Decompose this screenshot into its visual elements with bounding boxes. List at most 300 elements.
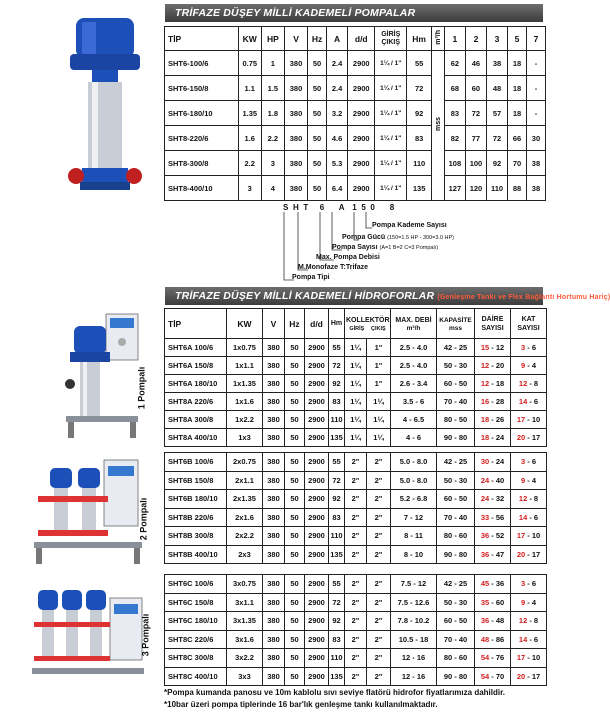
cell-flow-3: 72 (486, 126, 507, 151)
cell-dd: 2900 (305, 575, 329, 594)
cell-giris: 1¼ (345, 393, 367, 411)
cell-flow-1: 62 (444, 51, 465, 76)
h2-col-kollektor: KOLLEKTÖR GİRİŞ ÇIKIŞ (345, 309, 391, 339)
cell-flow-7: - (526, 51, 545, 76)
cell-giris: 2" (345, 490, 367, 509)
cell-a: 2.4 (327, 51, 348, 76)
col-hp: HP (261, 27, 284, 51)
range-start: 9 (520, 597, 526, 607)
cell-kapasite: 42 - 25 (437, 339, 475, 357)
cell-v: 380 (263, 612, 285, 631)
cell-kapasite: 90 - 80 (437, 429, 475, 447)
cell-hz: 50 (285, 453, 305, 472)
cell-dd: 2900 (348, 151, 375, 176)
hydrofor-row (165, 527, 547, 546)
cell-kat: 9 - 4 (511, 471, 547, 490)
pump-spec-row (165, 101, 546, 126)
cell-giris: 1¼ (345, 411, 367, 429)
range-start: 12 (518, 616, 528, 626)
cell-kapasite: 42 - 25 (437, 575, 475, 594)
cell-hm: 83 (407, 126, 432, 151)
cell-maxdebi: 4 - 6 (391, 429, 437, 447)
cell-kat: 9 - 4 (511, 357, 547, 375)
pump-spec-row (165, 126, 546, 151)
cell-maxdebi: 2.5 - 4.0 (391, 339, 437, 357)
cell-hp: 3 (261, 151, 284, 176)
cell-v: 380 (263, 429, 285, 447)
h2-col-hz: Hz (285, 309, 305, 339)
cell-hm: 55 (329, 339, 345, 357)
cell-dd: 2900 (305, 411, 329, 429)
cell-kapasite: 70 - 40 (437, 508, 475, 527)
cell-v: 380 (284, 176, 307, 201)
cell-flow-7: - (526, 101, 545, 126)
cell-kat: 14 - 6 (511, 630, 547, 649)
cell-cikis: 2" (367, 630, 391, 649)
cell-giris: 2" (345, 649, 367, 668)
range-start: 14 (518, 397, 528, 406)
hydrofor-row (165, 490, 547, 509)
cell-maxdebi: 12 - 16 (391, 667, 437, 686)
cell-giris: 2" (345, 630, 367, 649)
cell-flow-7: 38 (526, 176, 545, 201)
cell-kapasite: 70 - 40 (437, 393, 475, 411)
cell-giris: 1¼ (345, 339, 367, 357)
cell-giris: 2" (345, 575, 367, 594)
cell-daire: 24 - 32 (475, 490, 511, 509)
range-start: 3 (520, 343, 526, 352)
range-start: 3 (520, 457, 526, 467)
hydrofor-row (165, 453, 547, 472)
cell-kw: 3x3 (227, 667, 263, 686)
cell-flow-7: - (526, 76, 545, 101)
cell-flow-1: 127 (444, 176, 465, 201)
cell-kat: 12 - 8 (511, 490, 547, 509)
cell-hm: 83 (329, 393, 345, 411)
cell-v: 380 (263, 575, 285, 594)
hydrofor-row (165, 575, 547, 594)
cell-cikis: 1" (367, 339, 391, 357)
cell-dd: 2900 (305, 649, 329, 668)
cell-hm: 72 (407, 76, 432, 101)
cell-hz: 50 (308, 151, 327, 176)
cell-dd: 2900 (305, 667, 329, 686)
range-start: 36 (480, 531, 490, 541)
cell-cikis: 1¼ (367, 429, 391, 447)
cell-kw: 1x2.2 (227, 411, 263, 429)
cell-maxdebi: 3.5 - 6 (391, 393, 437, 411)
cell-tip: SHT6-100/6 (165, 51, 239, 76)
cell-tip: SHT8-400/10 (165, 176, 239, 201)
cell-kapasite: 70 - 40 (437, 630, 475, 649)
range-start: 24 (480, 475, 490, 485)
col-v: V (284, 27, 307, 51)
cell-daire: 48 - 86 (475, 630, 511, 649)
cell-flow-1: 68 (444, 76, 465, 101)
cell-flow-5: 88 (508, 176, 527, 201)
range-start: 33 (480, 512, 490, 522)
cell-hz: 50 (285, 612, 305, 631)
cell-v: 380 (284, 101, 307, 126)
pump-spec-table (164, 26, 546, 201)
cell-kw: 3 (238, 176, 261, 201)
cell-kw: 2x0.75 (227, 453, 263, 472)
footnote-2: *10bar üzeri pompa tiplerinde 16 bar'lık genleşme tankı kullanılmaktadır. (164, 700, 438, 709)
cell-hz: 50 (285, 575, 305, 594)
hydrofor-2-pump-image (30, 456, 149, 568)
cell-v: 380 (284, 126, 307, 151)
cell-flow-3: 48 (486, 76, 507, 101)
cell-kat: 3 - 6 (511, 575, 547, 594)
cell-hm: 110 (329, 527, 345, 546)
cell-hz: 50 (308, 51, 327, 76)
cell-a: 4.6 (327, 126, 348, 151)
cell-hm: 55 (407, 51, 432, 76)
cell-v: 380 (263, 357, 285, 375)
h2-col-daire: DAİRE SAYISI (475, 309, 511, 339)
cell-cikis: 2" (367, 508, 391, 527)
col-flow-1: 1 (444, 27, 465, 51)
cell-dd: 2900 (305, 393, 329, 411)
hydrofor-row (165, 593, 547, 612)
cell-daire: 35 - 60 (475, 593, 511, 612)
col-tip: TİP (165, 27, 239, 51)
range-start: 45 (480, 579, 490, 589)
cell-v: 380 (263, 527, 285, 546)
cell-flow-3: 38 (486, 51, 507, 76)
cell-kapasite: 42 - 25 (437, 453, 475, 472)
cell-giris-cikis: 1¼ / 1" (375, 101, 407, 126)
pump-spec-row (165, 51, 546, 76)
cell-hm: 83 (329, 630, 345, 649)
cell-flow-2: 60 (465, 76, 486, 101)
h2-col-dd: d/d (305, 309, 329, 339)
cell-cikis: 2" (367, 490, 391, 509)
h2-col-giris: GİRİŞ (349, 325, 365, 332)
cell-hm: 92 (407, 101, 432, 126)
cell-daire: 45 - 36 (475, 575, 511, 594)
cell-cikis: 2" (367, 545, 391, 564)
cell-tip: SHT6C 180/10 (165, 612, 227, 631)
cell-giris-cikis: 1¼ / 1" (375, 51, 407, 76)
cell-v: 380 (263, 545, 285, 564)
cell-hz: 50 (285, 411, 305, 429)
cell-v: 380 (284, 51, 307, 76)
mass-unit-cell: mss (432, 51, 445, 201)
cell-kw: 3x2.2 (227, 649, 263, 668)
cell-tip: SHT8-220/6 (165, 126, 239, 151)
cell-hm: 110 (329, 411, 345, 429)
range-start: 18 (480, 433, 490, 442)
cell-hm: 110 (329, 649, 345, 668)
col-giris-cikis: GİRİŞ ÇIKIŞ (375, 27, 407, 51)
cell-hz: 50 (308, 126, 327, 151)
cell-kw: 1x1.6 (227, 393, 263, 411)
range-start: 54 (480, 653, 490, 663)
cell-maxdebi: 8 - 11 (391, 527, 437, 546)
code-legend-detail: (A=1 B=2 C=3 Pompalı) (379, 245, 439, 251)
cell-tip: SHT8A 400/10 (165, 429, 227, 447)
range-start: 20 (516, 671, 526, 681)
cell-a: 5.3 (327, 151, 348, 176)
cell-daire: 12 - 20 (475, 357, 511, 375)
cell-tip: SHT8A 220/6 (165, 393, 227, 411)
cell-daire: 36 - 48 (475, 612, 511, 631)
cell-kapasite: 80 - 60 (437, 527, 475, 546)
section2-note: (Genleşme Tankı ve Flex Bağlantı Hortumu Hariç) (437, 294, 610, 301)
hydrofor-row (165, 508, 547, 527)
cell-maxdebi: 5.0 - 8.0 (391, 471, 437, 490)
cell-giris: 2" (345, 453, 367, 472)
cell-giris: 2" (345, 593, 367, 612)
section2-title: TRİFAZE DÜŞEY MİLLİ KADEMELİ HİDROFORLAR (175, 290, 435, 302)
range-start: 36 (480, 549, 490, 559)
cell-hz: 50 (285, 649, 305, 668)
hydrofor-row (165, 357, 547, 375)
cell-flow-2: 77 (465, 126, 486, 151)
section1-title: TRİFAZE DÜŞEY MİLLİ KADEMELİ POMPALAR (175, 7, 416, 19)
cell-flow-2: 100 (465, 151, 486, 176)
cell-giris: 1¼ (345, 429, 367, 447)
range-start: 12 (518, 494, 528, 504)
cell-tip: SHT6-150/8 (165, 76, 239, 101)
cell-kapasite: 60 - 50 (437, 375, 475, 393)
cell-daire: 18 - 24 (475, 429, 511, 447)
cell-giris-cikis: 1¼ / 1" (375, 151, 407, 176)
cell-tip: SHT6B 180/10 (165, 490, 227, 509)
h2-col-maxdebi: MAX. DEBİ m³/h (391, 309, 437, 339)
code-legend-text: Pompa Sayısı (332, 244, 378, 251)
range-start: 30 (480, 457, 490, 467)
single-pump-image (62, 18, 154, 193)
hydrofor-row (165, 649, 547, 668)
cell-kapasite: 90 - 80 (437, 667, 475, 686)
h2-col-kw: KW (227, 309, 263, 339)
code-legend-text: Pompa Gücü (342, 234, 386, 241)
cell-v: 380 (263, 508, 285, 527)
col-flow-7: 7 (526, 27, 545, 51)
cell-cikis: 1" (367, 375, 391, 393)
cell-kat: 17 - 10 (511, 649, 547, 668)
cell-kw: 2x1.6 (227, 508, 263, 527)
cell-giris: 2" (345, 471, 367, 490)
group-label-1-pump: 1 Pompalı (136, 366, 147, 410)
cell-kapasite: 50 - 30 (437, 357, 475, 375)
range-start: 12 (518, 379, 528, 388)
cell-kw: 1x0.75 (227, 339, 263, 357)
cell-giris-cikis: 1¼ / 1" (375, 126, 407, 151)
cell-giris: 2" (345, 508, 367, 527)
cell-kw: 3x1.35 (227, 612, 263, 631)
range-start: 17 (516, 653, 526, 663)
cell-kat: 9 - 4 (511, 593, 547, 612)
cell-tip: SHT6B 100/6 (165, 453, 227, 472)
cell-giris: 1¼ (345, 375, 367, 393)
cell-kat: 20 - 17 (511, 667, 547, 686)
cell-hm: 72 (329, 593, 345, 612)
cell-dd: 2900 (348, 126, 375, 151)
range-start: 9 (520, 475, 526, 485)
cell-giris-cikis: 1¼ / 1" (375, 176, 407, 201)
cell-kat: 3 - 6 (511, 339, 547, 357)
cell-hm: 135 (407, 176, 432, 201)
pump-spec-row (165, 151, 546, 176)
cell-daire: 15 - 12 (475, 339, 511, 357)
range-start: 18 (480, 415, 490, 424)
hydrofor-3-pump-image (30, 586, 146, 686)
section2-title-banner (165, 287, 610, 305)
cell-maxdebi: 8 - 10 (391, 545, 437, 564)
hydrofor-group-table (164, 574, 547, 686)
range-start: 17 (516, 531, 526, 541)
cell-kw: 1.35 (238, 101, 261, 126)
pump-spec-row (165, 76, 546, 101)
hydrofor-group-table (164, 338, 547, 447)
cell-giris: 2" (345, 667, 367, 686)
group-label-2-pump: 2 Pompalı (138, 497, 149, 541)
cell-flow-1: 82 (444, 126, 465, 151)
cell-tip: SHT6A 150/8 (165, 357, 227, 375)
h2-col-kapasite: KAPASİTE mss (437, 309, 475, 339)
cell-dd: 2900 (305, 545, 329, 564)
range-start: 54 (480, 671, 490, 681)
range-start: 12 (480, 379, 490, 388)
cell-tip: SHT8C 300/8 (165, 649, 227, 668)
cell-kat: 20 - 17 (511, 429, 547, 447)
cell-hz: 50 (285, 593, 305, 612)
hydrofor-row (165, 471, 547, 490)
cell-hz: 50 (285, 471, 305, 490)
cell-v: 380 (263, 411, 285, 429)
hydrofor-row (165, 375, 547, 393)
cell-dd: 2900 (305, 375, 329, 393)
cell-v: 380 (263, 453, 285, 472)
cell-dd: 2900 (305, 357, 329, 375)
cell-dd: 2900 (348, 101, 375, 126)
cell-hz: 50 (285, 545, 305, 564)
range-start: 12 (480, 361, 490, 370)
cell-kat: 17 - 10 (511, 527, 547, 546)
cell-cikis: 2" (367, 453, 391, 472)
cell-kapasite: 50 - 30 (437, 471, 475, 490)
cell-cikis: 2" (367, 649, 391, 668)
cell-flow-1: 108 (444, 151, 465, 176)
cell-cikis: 1¼ (367, 411, 391, 429)
cell-v: 380 (263, 630, 285, 649)
cell-hz: 50 (285, 527, 305, 546)
h2-col-kat: KAT SAYISI (511, 309, 547, 339)
cell-dd: 2900 (305, 471, 329, 490)
cell-hm: 135 (329, 429, 345, 447)
cell-hz: 50 (308, 101, 327, 126)
range-start: 16 (480, 397, 490, 406)
cell-dd: 2900 (305, 593, 329, 612)
cell-kw: 0.75 (238, 51, 261, 76)
cell-daire: 30 - 24 (475, 453, 511, 472)
cell-tip: SHT6C 100/6 (165, 575, 227, 594)
cell-daire: 33 - 56 (475, 508, 511, 527)
cell-kw: 1.1 (238, 76, 261, 101)
code-legend-line (292, 274, 330, 281)
col-dd: d/d (348, 27, 375, 51)
range-start: 14 (518, 512, 528, 522)
cell-flow-3: 57 (486, 101, 507, 126)
cell-daire: 54 - 70 (475, 667, 511, 686)
cell-kat: 14 - 6 (511, 508, 547, 527)
cell-kw: 1.6 (238, 126, 261, 151)
cell-hz: 50 (285, 393, 305, 411)
cell-cikis: 2" (367, 575, 391, 594)
cell-kw: 2x3 (227, 545, 263, 564)
cell-dd: 2900 (305, 612, 329, 631)
range-start: 20 (516, 433, 526, 442)
cell-tip: SHT8-300/8 (165, 151, 239, 176)
cell-flow-1: 83 (444, 101, 465, 126)
cell-dd: 2900 (305, 630, 329, 649)
hydrofor-row (165, 667, 547, 686)
cell-dd: 2900 (348, 176, 375, 201)
cell-kw: 2x2.2 (227, 527, 263, 546)
cell-hm: 92 (329, 612, 345, 631)
cell-kapasite: 50 - 30 (437, 593, 475, 612)
cell-maxdebi: 2.6 - 3.4 (391, 375, 437, 393)
cell-giris: 2" (345, 545, 367, 564)
cell-hp: 1.5 (261, 76, 284, 101)
cell-hz: 50 (285, 357, 305, 375)
cell-v: 380 (263, 471, 285, 490)
cell-v: 380 (284, 151, 307, 176)
cell-hz: 50 (285, 339, 305, 357)
cell-cikis: 1" (367, 357, 391, 375)
cell-cikis: 2" (367, 667, 391, 686)
cell-daire: 16 - 28 (475, 393, 511, 411)
section1-title-banner (165, 4, 543, 22)
cell-giris: 2" (345, 612, 367, 631)
cell-giris-cikis: 1¼ / 1" (375, 76, 407, 101)
cell-daire: 54 - 76 (475, 649, 511, 668)
cell-tip: SHT6A 100/6 (165, 339, 227, 357)
cell-maxdebi: 7 - 12 (391, 508, 437, 527)
cell-cikis: 2" (367, 471, 391, 490)
range-start: 3 (520, 579, 526, 589)
cell-daire: 36 - 52 (475, 527, 511, 546)
cell-flow-7: 30 (526, 126, 545, 151)
cell-flow-5: 18 (508, 101, 527, 126)
cell-kw: 2x1.35 (227, 490, 263, 509)
cell-v: 380 (263, 649, 285, 668)
cell-dd: 2900 (305, 527, 329, 546)
cell-v: 380 (263, 339, 285, 357)
hydrofor-1-pump-image (64, 312, 146, 442)
cell-hm: 135 (329, 545, 345, 564)
cell-hm: 110 (407, 151, 432, 176)
cell-hp: 2.2 (261, 126, 284, 151)
cell-hm: 92 (329, 375, 345, 393)
cell-dd: 2900 (305, 339, 329, 357)
hydrofor-row (165, 393, 547, 411)
code-legend-line (342, 234, 454, 241)
col-flow-3: 3 (486, 27, 507, 51)
cell-kw: 2.2 (238, 151, 261, 176)
cell-maxdebi: 7.8 - 10.2 (391, 612, 437, 631)
code-legend-line (298, 264, 368, 271)
cell-hz: 50 (308, 176, 327, 201)
group-label-3-pump: 3 Pompalı (140, 613, 151, 657)
cell-hm: 72 (329, 471, 345, 490)
cell-hz: 50 (285, 429, 305, 447)
cell-daire: 36 - 47 (475, 545, 511, 564)
col-m3h: m³/h (432, 27, 445, 51)
